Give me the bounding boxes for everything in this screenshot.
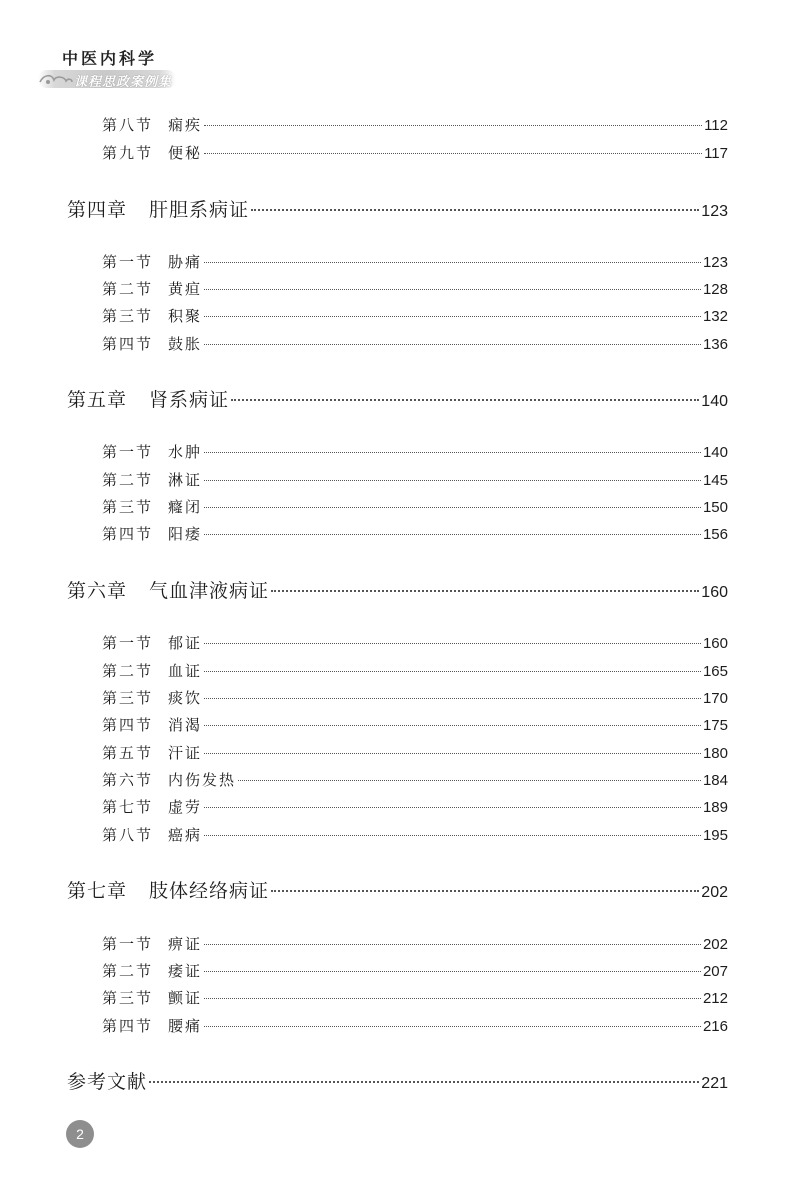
dot-leader	[204, 153, 702, 154]
toc-section-entry[interactable]	[102, 114, 728, 135]
entry-number: 第七节	[102, 798, 154, 816]
entry-title: 颤证	[168, 989, 203, 1007]
toc-chapter-entry[interactable]	[67, 876, 728, 903]
entry-page-number: 216	[702, 1018, 728, 1035]
entry-number: 第四节	[102, 525, 154, 543]
entry-title: 癃闭	[168, 498, 203, 516]
entry-number: 第六章	[67, 580, 128, 602]
dot-leader	[204, 344, 701, 345]
entry-number: 第五节	[102, 744, 154, 762]
dot-leader	[204, 507, 701, 508]
entry-number: 第四节	[102, 716, 154, 734]
dot-leader	[204, 998, 701, 999]
entry-title: 淋证	[168, 471, 203, 489]
dot-leader	[204, 480, 701, 481]
entry-title: 肝胆系病证	[149, 199, 250, 221]
entry-number: 第三节	[102, 989, 154, 1007]
entry-page-number: 136	[702, 336, 728, 353]
dot-leader	[204, 671, 701, 672]
dot-leader	[271, 890, 699, 892]
entry-number: 第八节	[102, 116, 154, 134]
entry-title: 痫疾	[168, 116, 203, 134]
entry-title: 腰痛	[168, 1017, 203, 1035]
entry-number: 第四节	[102, 1017, 154, 1035]
entry-number: 第一节	[102, 253, 154, 271]
entry-page-number: 175	[702, 717, 728, 734]
entry-number: 第一节	[102, 935, 154, 953]
toc-chapter-entry[interactable]	[67, 195, 728, 222]
entry-title: 胁痛	[168, 253, 203, 271]
dot-leader	[204, 316, 701, 317]
entry-number: 第二节	[102, 471, 154, 489]
entry-page-number: 189	[702, 799, 728, 816]
entry-title: 水肿	[168, 443, 203, 461]
entry-title: 便秘	[168, 144, 203, 162]
toc-section-entry[interactable]	[102, 960, 728, 981]
dot-leader	[204, 835, 701, 836]
toc-chapter-entry[interactable]	[67, 576, 728, 603]
entry-page-number: 221	[701, 1075, 728, 1092]
entry-title: 积聚	[168, 307, 203, 325]
toc-section-entry[interactable]	[102, 769, 728, 790]
entry-page-number: 202	[702, 936, 728, 953]
entry-title: 黄疸	[168, 280, 203, 298]
entry-page-number: 195	[702, 827, 728, 844]
toc-section-entry[interactable]	[102, 142, 728, 163]
dot-leader	[204, 125, 702, 126]
entry-number: 第八节	[102, 826, 154, 844]
dot-leader	[204, 807, 701, 808]
entry-title: 肾系病证	[149, 389, 230, 411]
entry-number: 第二节	[102, 962, 154, 980]
entry-number: 第二节	[102, 662, 154, 680]
book-subtitle: 课程思政案例集	[74, 75, 173, 90]
toc-section-entry[interactable]	[102, 278, 728, 299]
entry-title: 痹证	[168, 935, 203, 953]
dot-leader	[204, 753, 701, 754]
entry-number: 第一节	[102, 634, 154, 652]
dot-leader	[238, 780, 701, 781]
toc-section-entry[interactable]	[102, 333, 728, 354]
entry-page-number: 132	[702, 308, 728, 325]
entry-page-number: 117	[704, 145, 728, 162]
entry-number: 第三节	[102, 689, 154, 707]
entry-number: 第三节	[102, 498, 154, 516]
page-number: 2	[66, 1120, 94, 1148]
entry-number: 第四章	[67, 199, 128, 221]
toc-section-entry[interactable]	[102, 1015, 728, 1036]
dot-leader	[204, 452, 701, 453]
entry-page-number: 180	[702, 745, 728, 762]
toc-chapter-entry[interactable]	[67, 1067, 728, 1094]
entry-page-number: 112	[704, 117, 728, 134]
entry-title: 参考文献	[67, 1071, 148, 1093]
entry-page-number: 140	[702, 444, 728, 461]
toc-section-entry[interactable]	[102, 441, 728, 462]
entry-number: 第三节	[102, 307, 154, 325]
toc-section-entry[interactable]	[102, 824, 728, 845]
toc-chapter-entry[interactable]	[67, 385, 728, 412]
dot-leader	[204, 725, 701, 726]
entry-title: 郁证	[168, 634, 203, 652]
entry-page-number: 123	[702, 254, 728, 271]
dot-leader	[204, 1026, 701, 1027]
toc-section-entry[interactable]	[102, 742, 728, 763]
entry-title: 气血津液病证	[149, 580, 270, 602]
entry-page-number: 140	[701, 393, 728, 410]
entry-number: 第四节	[102, 335, 154, 353]
toc-section-entry[interactable]	[102, 714, 728, 735]
entry-title: 汗证	[168, 744, 203, 762]
entry-number: 第九节	[102, 144, 154, 162]
entry-title: 阳痿	[168, 525, 203, 543]
entry-title: 血证	[168, 662, 203, 680]
entry-page-number: 207	[702, 963, 728, 980]
toc-section-entry[interactable]	[102, 687, 728, 708]
entry-title: 肢体经络病证	[149, 880, 270, 902]
entry-page-number: 150	[702, 499, 728, 516]
entry-number: 第五章	[67, 389, 128, 411]
entry-page-number: 128	[702, 281, 728, 298]
toc-section-entry[interactable]	[102, 933, 728, 954]
dot-leader	[271, 590, 699, 592]
toc-section-entry[interactable]	[102, 496, 728, 517]
entry-page-number: 123	[701, 203, 728, 220]
dot-leader	[149, 1081, 699, 1083]
entry-number: 第七章	[67, 880, 128, 902]
entry-page-number: 160	[702, 635, 728, 652]
entry-page-number: 202	[701, 884, 728, 901]
toc-section-entry[interactable]	[102, 796, 728, 817]
entry-page-number: 212	[702, 990, 728, 1007]
dot-leader	[251, 209, 699, 211]
entry-number: 第二节	[102, 280, 154, 298]
entry-page-number: 170	[702, 690, 728, 707]
entry-number: 第一节	[102, 443, 154, 461]
entry-title: 内伤发热	[168, 771, 237, 789]
entry-number: 第六节	[102, 771, 154, 789]
book-title: 中医内科学	[62, 49, 158, 68]
toc-section-entry[interactable]	[102, 632, 728, 653]
dot-leader	[204, 698, 701, 699]
entry-title: 虚劳	[168, 798, 203, 816]
dot-leader	[204, 262, 701, 263]
toc-section-entry[interactable]	[102, 305, 728, 326]
dot-leader	[204, 534, 701, 535]
toc-section-entry[interactable]	[102, 660, 728, 681]
dot-leader	[204, 944, 701, 945]
entry-page-number: 184	[702, 772, 728, 789]
entry-page-number: 160	[701, 584, 728, 601]
entry-title: 癌病	[168, 826, 203, 844]
toc-section-entry[interactable]	[102, 987, 728, 1008]
entry-title: 痿证	[168, 962, 203, 980]
toc-section-entry[interactable]	[102, 251, 728, 272]
entry-page-number: 156	[702, 526, 728, 543]
entry-title: 痰饮	[168, 689, 203, 707]
entry-title: 鼓胀	[168, 335, 203, 353]
dot-leader	[231, 399, 699, 401]
dot-leader	[204, 643, 701, 644]
toc-section-entry[interactable]	[102, 523, 728, 544]
toc-section-entry[interactable]	[102, 469, 728, 490]
entry-page-number: 145	[702, 472, 728, 489]
entry-title: 消渴	[168, 716, 203, 734]
entry-page-number: 165	[702, 663, 728, 680]
dot-leader	[204, 289, 701, 290]
dot-leader	[204, 971, 701, 972]
